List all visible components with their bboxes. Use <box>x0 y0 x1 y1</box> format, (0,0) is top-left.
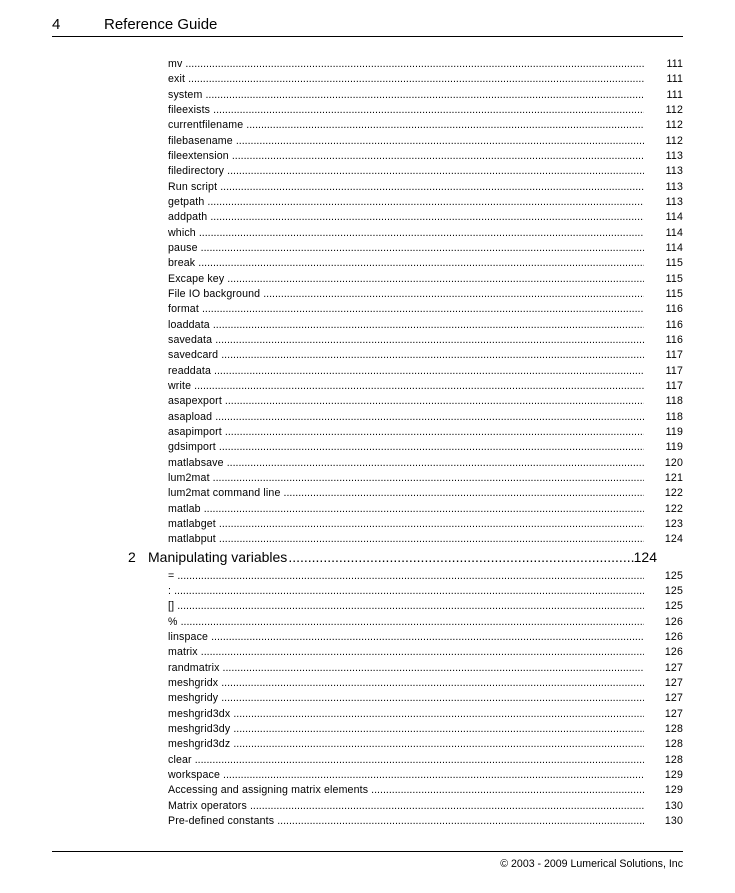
toc-entry-page: 113 <box>665 149 683 162</box>
toc-entry-page: 124 <box>664 533 683 546</box>
toc-entry-page: 127 <box>664 661 683 674</box>
page-header <box>52 14 683 37</box>
dot-leader <box>232 149 644 164</box>
toc-entry-page: 126 <box>664 630 683 643</box>
toc-entry[interactable] <box>168 532 683 547</box>
toc-entry-label: = <box>168 569 175 582</box>
toc-entry[interactable] <box>168 707 683 722</box>
toc-entry-page: 128 <box>664 738 683 751</box>
toc-entry[interactable] <box>168 502 683 517</box>
toc-entry[interactable] <box>168 799 683 814</box>
dot-leader <box>236 134 644 149</box>
toc-entry[interactable] <box>168 118 683 133</box>
toc-entry-label: [] <box>168 600 175 613</box>
toc-entry-label: meshgrid3dy <box>168 722 231 735</box>
dot-leader <box>213 318 644 333</box>
dot-leader <box>177 599 644 614</box>
dot-leader <box>210 210 644 225</box>
toc-entry-page: 116 <box>665 318 683 331</box>
dot-leader <box>219 517 644 532</box>
dot-leader <box>221 691 644 706</box>
dot-leader <box>233 707 644 722</box>
toc-entry-page: 128 <box>664 753 683 766</box>
toc-entry-page: 111 <box>666 88 683 101</box>
page-title: Reference Guide <box>104 16 218 33</box>
toc-entry-page: 113 <box>665 195 683 208</box>
toc-entry[interactable] <box>168 241 683 256</box>
toc-entry[interactable] <box>168 768 683 783</box>
dot-leader <box>213 471 644 486</box>
dot-leader <box>246 118 644 133</box>
toc-entry-label: break <box>168 257 196 270</box>
dot-leader <box>219 440 644 455</box>
toc-entry[interactable] <box>168 302 683 317</box>
toc-entry-label: Accessing and assigning matrix elements <box>168 784 369 797</box>
dot-leader <box>201 241 644 256</box>
toc-entry-page: 112 <box>665 134 683 147</box>
toc-entry[interactable] <box>168 287 683 302</box>
toc-entry-page: 113 <box>665 165 683 178</box>
toc-entry[interactable] <box>168 164 683 179</box>
toc-entry[interactable] <box>168 57 683 72</box>
copyright-notice: © 2003 - 2009 Lumerical Solutions, Inc <box>500 858 683 870</box>
dot-leader <box>250 799 644 814</box>
toc-entry[interactable] <box>168 471 683 486</box>
toc-entry[interactable] <box>168 149 683 164</box>
dot-leader <box>205 88 644 103</box>
dot-leader <box>225 425 644 440</box>
toc-entry-page: 126 <box>664 615 683 628</box>
toc-entry-label: mv <box>168 58 183 70</box>
toc-entry-page: 120 <box>664 456 683 469</box>
dot-leader <box>195 753 644 768</box>
toc-entry-label: lum2mat command line <box>168 487 281 500</box>
toc-entry[interactable] <box>168 630 683 645</box>
toc-entry-label: readdata <box>168 364 212 377</box>
dot-leader <box>207 195 644 210</box>
toc-entry-page: 129 <box>664 768 683 781</box>
toc-entry-label: lum2mat <box>168 471 210 484</box>
toc-entry[interactable] <box>168 517 683 532</box>
toc-entry-label: % <box>168 615 178 628</box>
toc-entry[interactable] <box>168 645 683 660</box>
toc-entry-label: linspace <box>168 630 209 643</box>
toc-entry-page: 127 <box>664 707 683 720</box>
dot-leader <box>188 72 644 87</box>
toc-entry-page: 130 <box>664 799 683 812</box>
toc-entry[interactable] <box>168 103 683 118</box>
toc-entry-page: 125 <box>664 584 683 597</box>
toc-entry-page: 123 <box>664 517 683 530</box>
dot-leader <box>198 256 644 271</box>
toc-entry[interactable] <box>168 440 683 455</box>
toc-entry-label: fileexists <box>168 103 211 116</box>
dot-leader <box>233 737 644 752</box>
toc-entry-label: asapload <box>168 410 213 423</box>
toc-entry-page: 126 <box>664 646 683 659</box>
toc-entry-label: meshgridx <box>168 676 219 689</box>
toc-entry-label: gdsimport <box>168 441 216 454</box>
toc-entry[interactable] <box>168 661 683 676</box>
toc-entry[interactable] <box>168 210 683 225</box>
toc-entry[interactable] <box>168 722 683 737</box>
dot-leader <box>288 547 633 567</box>
dot-leader <box>201 645 644 660</box>
dot-leader <box>371 783 644 798</box>
toc-entry[interactable] <box>168 256 683 271</box>
dot-leader <box>177 569 644 584</box>
toc-entry-page: 122 <box>664 487 683 500</box>
toc-entry-label: fileextension <box>168 149 229 162</box>
toc-entry-page: 122 <box>664 502 683 515</box>
dot-leader <box>284 486 644 501</box>
toc-entry-page: 111 <box>666 73 683 86</box>
toc-entry-label: loaddata <box>168 318 210 331</box>
toc-entry[interactable] <box>168 599 683 614</box>
toc-entry-label: workspace <box>168 768 220 781</box>
dot-leader <box>221 348 644 363</box>
toc-entry-page: 118 <box>665 410 683 423</box>
toc-entry-label: getpath <box>168 195 205 208</box>
toc-entry-page: 116 <box>665 303 683 316</box>
toc-entry-label: savedata <box>168 333 213 346</box>
toc-entry-label: clear <box>168 753 192 766</box>
toc-entry-label: matrix <box>168 646 198 659</box>
toc-entry-page: 125 <box>664 569 683 582</box>
dot-leader <box>211 630 644 645</box>
dot-leader <box>181 615 644 630</box>
toc-entry-label: system <box>168 88 203 101</box>
toc-entry[interactable] <box>168 364 683 379</box>
toc-entry-label: File IO background <box>168 287 261 300</box>
toc-entry-label: pause <box>168 241 198 254</box>
toc-entry-label: Run script <box>168 180 218 193</box>
toc-entry-label: meshgrid3dz <box>168 738 231 751</box>
dot-leader <box>220 180 644 195</box>
toc-entry-page: 121 <box>664 471 683 484</box>
dot-leader <box>213 103 644 118</box>
toc-entry-page: 114 <box>665 211 683 224</box>
toc-entry-label: matlabput <box>168 533 216 546</box>
toc-entry-page: 128 <box>664 722 683 735</box>
toc-entry[interactable] <box>168 88 683 103</box>
toc-entry-label: write <box>168 379 192 392</box>
toc-entry[interactable] <box>168 584 683 599</box>
dot-leader <box>227 456 644 471</box>
toc-entry-label: Excape key <box>168 272 225 285</box>
toc-entry[interactable] <box>168 814 683 829</box>
dot-leader <box>223 768 644 783</box>
toc-entry-page: 125 <box>664 600 683 613</box>
toc-entry[interactable] <box>168 691 683 706</box>
toc-entry[interactable] <box>168 318 683 333</box>
toc-entry-page: 119 <box>665 441 683 454</box>
toc-entry-page: 115 <box>665 272 683 285</box>
page-footer <box>52 851 683 876</box>
toc-entry-label: currentfilename <box>168 119 244 132</box>
toc-entry-label: matlabsave <box>168 456 224 469</box>
toc-entry-page: 114 <box>665 241 683 254</box>
toc-entry[interactable] <box>168 72 683 87</box>
dot-leader <box>194 379 644 394</box>
toc-entry-label: format <box>168 303 199 316</box>
toc-entry-label: randmatrix <box>168 661 220 674</box>
toc-entry[interactable] <box>168 615 683 630</box>
dot-leader <box>227 272 644 287</box>
toc-entry[interactable] <box>168 134 683 149</box>
toc-entry-page: 117 <box>665 349 683 362</box>
toc-entry-label: filedirectory <box>168 165 225 178</box>
toc-entry-label: addpath <box>168 211 208 224</box>
toc-entry-label: Matrix operators <box>168 799 247 812</box>
dot-leader <box>225 394 644 409</box>
toc-entry-page: 118 <box>665 395 683 408</box>
toc-entry[interactable] <box>168 410 683 425</box>
dot-leader <box>199 226 644 241</box>
toc-entry-label: savedcard <box>168 349 219 362</box>
toc-entry[interactable] <box>168 333 683 348</box>
toc-entry-page: 119 <box>665 425 683 438</box>
toc-entry[interactable] <box>168 195 683 210</box>
dot-leader <box>185 57 644 72</box>
toc-entry-label: meshgridy <box>168 692 219 705</box>
dot-leader <box>214 364 644 379</box>
dot-leader <box>233 722 644 737</box>
toc-entry-label: exit <box>168 73 186 86</box>
toc-entry-page: 117 <box>665 364 683 377</box>
toc-entry[interactable] <box>168 783 683 798</box>
toc-section-heading[interactable] <box>128 547 657 567</box>
toc-entry-page: 129 <box>664 784 683 797</box>
toc-entry[interactable] <box>168 676 683 691</box>
section-label: Manipulating variables <box>148 548 288 565</box>
dot-leader <box>227 164 644 179</box>
dot-leader <box>215 333 644 348</box>
toc-entry-page: 130 <box>664 814 683 827</box>
section-number: 2 <box>128 548 136 565</box>
section-page: 124 <box>633 548 657 565</box>
dot-leader <box>221 676 644 691</box>
toc-entry[interactable] <box>168 379 683 394</box>
toc-entry[interactable] <box>168 272 683 287</box>
dot-leader <box>204 502 644 517</box>
toc-entry-label: matlabget <box>168 517 216 530</box>
toc-entry[interactable] <box>168 226 683 241</box>
toc-entry-label: asapexport <box>168 395 222 408</box>
dot-leader <box>277 814 644 829</box>
toc-entry[interactable] <box>168 180 683 195</box>
toc-entry-label: Pre-defined constants <box>168 814 275 827</box>
dot-leader <box>174 584 644 599</box>
page-number: 4 <box>52 16 61 33</box>
toc-entry-page: 115 <box>665 257 683 270</box>
toc-entry[interactable] <box>168 569 683 584</box>
toc-entry-page: 116 <box>665 333 683 346</box>
toc-entry-page: 117 <box>665 379 683 392</box>
toc-entry-label: : <box>168 584 172 597</box>
toc-entry[interactable] <box>168 425 683 440</box>
toc-entry-label: which <box>168 226 196 239</box>
toc-entry[interactable] <box>168 456 683 471</box>
toc-entry-page: 112 <box>665 119 683 132</box>
toc-entry-page: 113 <box>665 180 683 193</box>
toc-entry-label: asapimport <box>168 425 222 438</box>
toc-entry[interactable] <box>168 486 683 501</box>
toc-entry-page: 127 <box>664 676 683 689</box>
toc-entry-label: matlab <box>168 502 201 515</box>
toc-entry-label: meshgrid3dx <box>168 707 231 720</box>
toc-entry-label: filebasename <box>168 134 233 147</box>
dot-leader <box>215 410 644 425</box>
toc-entry-page: 114 <box>665 226 683 239</box>
toc-entry-page: 111 <box>666 58 683 70</box>
toc-entry[interactable] <box>168 394 683 409</box>
toc-entry-page: 115 <box>665 287 683 300</box>
toc-entry[interactable] <box>168 753 683 768</box>
dot-leader <box>219 532 644 547</box>
dot-leader <box>263 287 644 302</box>
dot-leader <box>202 302 644 317</box>
dot-leader <box>223 661 644 676</box>
toc-entry-page: 112 <box>665 103 683 116</box>
toc-entry[interactable] <box>168 348 683 363</box>
toc-entry[interactable] <box>168 737 683 752</box>
toc-entry-page: 127 <box>664 692 683 705</box>
